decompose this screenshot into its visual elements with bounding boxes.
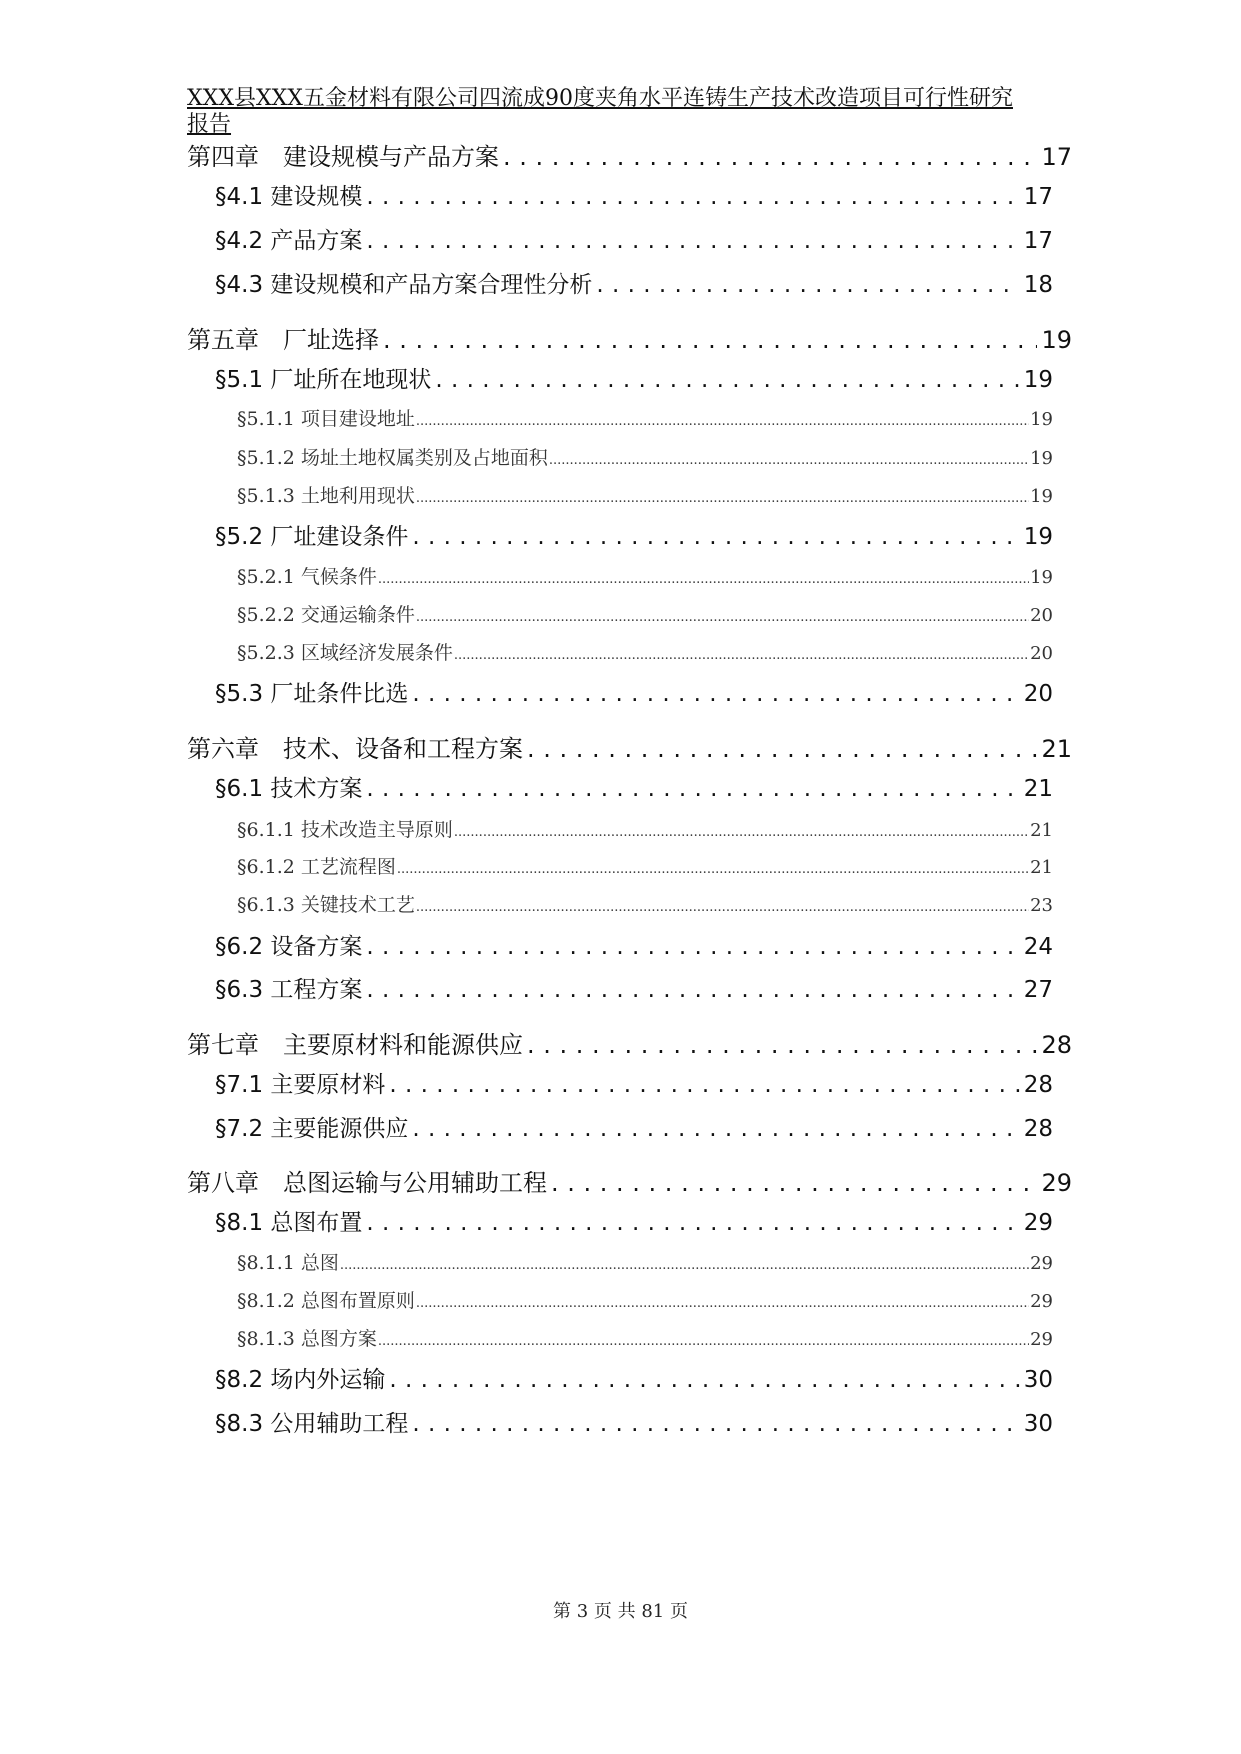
toc-entry-label: 第八章 总图运输与公用辅助工程	[187, 1169, 547, 1197]
toc-page-number: 29	[1030, 1329, 1053, 1350]
toc-chapter-7[interactable]	[187, 1025, 1072, 1060]
toc-entry-label: §8.3 公用辅助工程	[215, 1411, 409, 1437]
toc-subsection-5-1-3[interactable]	[237, 481, 1053, 508]
dot-leader	[454, 642, 1029, 664]
toc-section-8-2[interactable]	[215, 1361, 1053, 1394]
dot-leader	[378, 1328, 1029, 1350]
toc-subsection-6-1-1[interactable]	[237, 815, 1053, 842]
toc-entry-label: §4.2 产品方案	[215, 228, 363, 254]
toc-entry-label: §7.2 主要能源供应	[215, 1116, 409, 1142]
toc-chapter-4[interactable]	[187, 137, 1072, 172]
toc-section-4-1[interactable]	[215, 178, 1053, 211]
dot-leader	[503, 143, 1037, 171]
toc-subsection-8-1-3[interactable]	[237, 1324, 1053, 1351]
toc-subsection-5-2-2[interactable]	[237, 600, 1053, 627]
dot-leader	[596, 272, 1019, 298]
toc-subsection-5-1-2[interactable]	[237, 443, 1053, 470]
toc-page-number: 29	[1030, 1253, 1053, 1274]
toc-page-number: 28	[1041, 1031, 1072, 1059]
toc-entry-label: §8.1.2 总图布置原则	[237, 1290, 415, 1312]
dot-leader	[412, 1116, 1019, 1142]
toc-entry-label: §4.3 建设规模和产品方案合理性分析	[215, 272, 593, 298]
toc-page-number: 27	[1023, 977, 1053, 1003]
dot-leader	[366, 1210, 1019, 1236]
dot-leader	[366, 184, 1019, 210]
toc-section-4-3[interactable]	[215, 266, 1053, 299]
toc-page-number: 21	[1030, 820, 1053, 841]
dot-leader	[366, 977, 1019, 1003]
toc-entry-label: §5.2.1 气候条件	[237, 566, 377, 588]
toc-section-5-1[interactable]	[215, 361, 1053, 394]
toc-page-number: 20	[1030, 605, 1053, 626]
toc-entry-label: 第六章 技术、设备和工程方案	[187, 735, 523, 763]
dot-leader	[527, 735, 1037, 763]
dot-leader	[416, 604, 1029, 626]
dot-leader	[549, 447, 1029, 469]
dot-leader	[551, 1169, 1037, 1197]
toc-entry-label: §7.1 主要原材料	[215, 1072, 386, 1098]
document-header	[187, 86, 1067, 138]
toc-entry-label: §5.2 厂址建设条件	[215, 524, 409, 550]
toc-page-number: 29	[1030, 1291, 1053, 1312]
toc-chapter-8[interactable]	[187, 1163, 1072, 1198]
toc-page-number: 19	[1030, 409, 1053, 430]
toc-subsection-6-1-2[interactable]	[237, 852, 1053, 879]
toc-section-7-1[interactable]	[215, 1066, 1053, 1099]
toc-entry-label: 第七章 主要原材料和能源供应	[187, 1031, 523, 1059]
toc-page-number: 19	[1023, 367, 1053, 393]
toc-subsection-5-2-3[interactable]	[237, 638, 1053, 665]
dot-leader	[366, 228, 1019, 254]
toc-section-6-3[interactable]	[215, 971, 1053, 1004]
toc-page-number: 20	[1030, 643, 1053, 664]
toc-section-6-1[interactable]	[215, 770, 1053, 803]
toc-entry-label: §6.1.2 工艺流程图	[237, 856, 396, 878]
toc-subsection-6-1-3[interactable]	[237, 890, 1053, 917]
toc-page-number: 20	[1023, 681, 1053, 707]
dot-leader	[389, 1072, 1019, 1098]
toc-entry-label: §5.1 厂址所在地现状	[215, 367, 432, 393]
toc-entry-label: 第五章 厂址选择	[187, 326, 379, 354]
dot-leader	[383, 326, 1037, 354]
toc-page-number: 19	[1030, 448, 1053, 469]
toc-page-number: 19	[1030, 567, 1053, 588]
toc-section-4-2[interactable]	[215, 222, 1053, 255]
toc-entry-label: §6.1 技术方案	[215, 776, 363, 802]
toc-page-number: 30	[1023, 1411, 1053, 1437]
toc-page-number: 21	[1030, 857, 1053, 878]
toc-section-7-2[interactable]	[215, 1110, 1053, 1143]
toc-page-number: 17	[1023, 184, 1053, 210]
dot-leader	[397, 856, 1029, 878]
dot-leader	[435, 367, 1019, 393]
dot-leader	[378, 566, 1029, 588]
toc-chapter-5[interactable]	[187, 320, 1072, 355]
toc-section-6-2[interactable]	[215, 928, 1053, 961]
toc-page-number: 24	[1023, 934, 1053, 960]
toc-page-number: 23	[1030, 895, 1053, 916]
toc-page-number: 29	[1041, 1169, 1072, 1197]
toc-entry-label: 第四章 建设规模与产品方案	[187, 143, 499, 171]
dot-leader	[416, 485, 1029, 507]
toc-entry-label: §8.1.3 总图方案	[237, 1328, 377, 1350]
toc-entry-label: §5.1.2 场址土地权属类别及占地面积	[237, 447, 548, 469]
page-number-text: 第 3 页 共 81 页	[553, 1601, 688, 1622]
toc-page-number: 19	[1041, 326, 1072, 354]
dot-leader	[412, 524, 1019, 550]
header-title-line-1: XXX县XXX五金材料有限公司四流成90度夹角水平连铸生产技术改造项目可行性研究	[187, 86, 1013, 111]
toc-section-8-1[interactable]	[215, 1204, 1053, 1237]
toc-section-5-3[interactable]	[215, 675, 1053, 708]
toc-page-number: 21	[1023, 776, 1053, 802]
dot-leader	[416, 1290, 1029, 1312]
toc-entry-label: §8.2 场内外运输	[215, 1367, 386, 1393]
dot-leader	[412, 681, 1019, 707]
toc-page-number: 21	[1041, 735, 1072, 763]
dot-leader	[389, 1367, 1019, 1393]
toc-entry-label: §6.3 工程方案	[215, 977, 363, 1003]
toc-page-number: 29	[1023, 1210, 1053, 1236]
toc-page-number: 19	[1023, 524, 1053, 550]
page-footer	[0, 1597, 1241, 1623]
toc-page-number: 17	[1023, 228, 1053, 254]
dot-leader	[366, 934, 1019, 960]
dot-leader	[412, 1411, 1019, 1437]
toc-page-number: 30	[1023, 1367, 1053, 1393]
dot-leader	[366, 776, 1019, 802]
toc-subsection-8-1-2[interactable]	[237, 1286, 1053, 1313]
dot-leader	[340, 1252, 1029, 1274]
toc-entry-label: §5.1.1 项目建设地址	[237, 408, 415, 430]
toc-page-number: 28	[1023, 1072, 1053, 1098]
header-title-line-2: 报告	[187, 112, 232, 137]
toc-entry-label: §5.1.3 土地利用现状	[237, 485, 415, 507]
dot-leader	[454, 819, 1029, 841]
toc-subsection-8-1-1[interactable]	[237, 1248, 1053, 1275]
toc-entry-label: §6.1.1 技术改造主导原则	[237, 819, 453, 841]
toc-entry-label: §6.2 设备方案	[215, 934, 363, 960]
toc-subsection-5-2-1[interactable]	[237, 562, 1053, 589]
toc-entry-label: §8.1 总图布置	[215, 1210, 363, 1236]
toc-page-number: 18	[1023, 272, 1053, 298]
toc-entry-label: §5.2.3 区域经济发展条件	[237, 642, 453, 664]
dot-leader	[527, 1031, 1037, 1059]
toc-page-number: 28	[1023, 1116, 1053, 1142]
toc-page-number: 19	[1030, 486, 1053, 507]
dot-leader	[416, 894, 1029, 916]
toc-chapter-6[interactable]	[187, 729, 1072, 764]
toc-entry-label: §4.1 建设规模	[215, 184, 363, 210]
toc-section-5-2[interactable]	[215, 518, 1053, 551]
toc-section-8-3[interactable]	[215, 1405, 1053, 1438]
toc-entry-label: §8.1.1 总图	[237, 1252, 339, 1274]
toc-subsection-5-1-1[interactable]	[237, 404, 1053, 431]
toc-entry-label: §6.1.3 关键技术工艺	[237, 894, 415, 916]
dot-leader	[416, 408, 1029, 430]
toc-entry-label: §5.3 厂址条件比选	[215, 681, 409, 707]
toc-page-number: 17	[1041, 143, 1072, 171]
toc-entry-label: §5.2.2 交通运输条件	[237, 604, 415, 626]
